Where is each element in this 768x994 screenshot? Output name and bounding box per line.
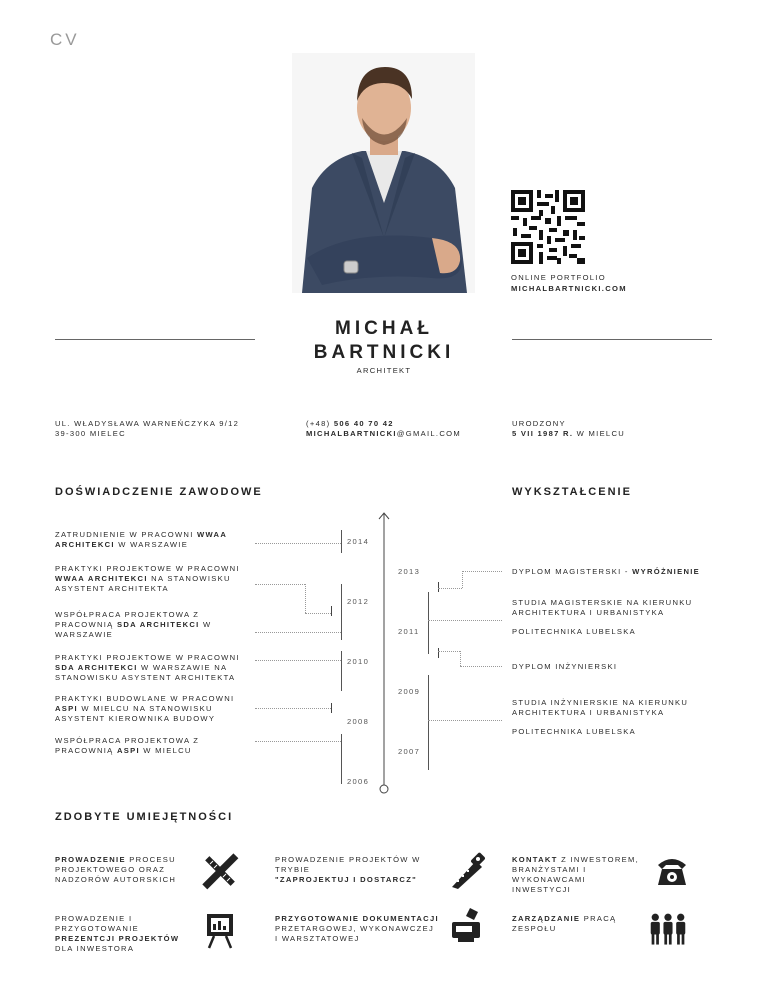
education-item-3: POLITECHNIKA LUBELSKA: [512, 627, 636, 636]
email[interactable]: MICHALBARTNICKI@GMAIL.COM: [306, 429, 461, 438]
exp-bar-2: [341, 584, 342, 640]
experience-item-1: ZATRUDNIENIE W PRACOWNI WWAA ARCHITEKCI W WARSZAWIE: [55, 530, 228, 549]
first-name: MICHAŁ: [335, 318, 433, 339]
saw-icon: [446, 851, 486, 891]
portfolio-label: ONLINE PORTFOLIO: [511, 273, 606, 282]
full-name: [284, 317, 484, 365]
timeline-axis: [376, 510, 392, 795]
divider-right: [512, 339, 712, 340]
contact: [306, 419, 461, 439]
section-education: WYKSZTAŁCENIE: [512, 486, 632, 498]
year-2012: 2012: [347, 597, 370, 606]
presentation-icon: [200, 910, 240, 950]
exp-bar-6: [341, 734, 342, 784]
education-item-6: POLITECHNIKA LUBELSKA: [512, 727, 636, 736]
tools-icon: [200, 851, 240, 891]
skill-3: KONTAKT Z INWESTOREM, BRANŻYSTAMI I WYKONAWCAMI INWESTYCJI: [512, 855, 639, 894]
cv-label: CV: [50, 30, 80, 49]
education-item-1: DYPLOM MAGISTERSKI - WYRÓŻNIENIE: [512, 567, 701, 576]
phone-number[interactable]: 506 40 70 42: [333, 419, 394, 428]
experience-item-3: WSPÓŁPRACA PROJEKTOWA Z PRACOWNIĄ SDA ARCHITEKCI W WARSZAWIE: [55, 610, 212, 639]
phone-icon: [652, 851, 692, 891]
year-2010: 2010: [347, 657, 370, 666]
skill-4: PROWADZENIE I PRZYGOTOWANIE PREZENTCJI PROJEKTÓW DLA INWESTORA: [55, 914, 180, 953]
portrait-photo: [292, 53, 475, 293]
edu-tick-2: [438, 648, 439, 658]
year-2009: 2009: [398, 687, 421, 696]
divider-left: [55, 339, 255, 340]
section-experience: DOŚWIADCZENIE ZAWODOWE: [55, 486, 263, 498]
year-2014: 2014: [347, 537, 370, 546]
address-line2: 39-300 MIELEC: [55, 429, 126, 438]
job-title: ARCHITEKT: [356, 366, 412, 375]
education-item-5: STUDIA INŻYNIERSKIE NA KIERUNKU ARCHITEKTURA I URBANISTYKA: [512, 698, 689, 717]
experience-item-6: WSPÓŁPRACA PROJEKTOWA Z PRACOWNIĄ ASPI W MIELCU: [55, 736, 200, 755]
skill-2: PROWADZENIE PROJEKTÓW W TRYBIE "ZAPROJEKTUJ I DOSTARCZ": [275, 855, 421, 884]
education-item-2: STUDIA MAGISTERSKIE NA KIERUNKU ARCHITEKTURA I URBANISTYKA: [512, 598, 693, 617]
address: [55, 419, 239, 439]
exp-bar-1: [341, 530, 342, 553]
birth-date: 5 VII 1987 R.: [512, 429, 574, 438]
education-item-4: DYPLOM INŻYNIERSKI: [512, 662, 618, 671]
exp-bar-4: [341, 651, 342, 691]
address-line1: UL. WŁADYSŁAWA WARNEŃCZYKA 9/12: [55, 419, 240, 428]
birth-place: W MIELCU: [576, 429, 626, 438]
phone-prefix: (+48): [306, 419, 331, 428]
year-2008: 2008: [347, 717, 370, 726]
year-2011: 2011: [398, 627, 420, 636]
edu-tick-1: [438, 582, 439, 592]
section-skills: ZDOBYTE UMIEJĘTNOŚCI: [55, 811, 234, 823]
skill-1: PROWADZENIE PROCESU PROJEKTOWEGO ORAZ NADZORÓW AUTORSKICH: [55, 855, 177, 884]
exp-tick-5: [331, 703, 332, 713]
experience-item-2: PRAKTYKI PROJEKTOWE W PRACOWNI WWAA ARCHITEKCI NA STANOWISKU ASYSTENT ARCHITEKTA: [55, 564, 240, 593]
experience-item-5: PRAKTYKI BUDOWLANE W PRACOWNI ASPI W MIELCU NA STANOWISKU ASYSTENT KIEROWNIKA BUDOWY: [55, 694, 235, 723]
last-name: BARTNICKI: [313, 342, 455, 363]
birth-info: [512, 419, 625, 439]
exp-tick-3: [331, 606, 332, 616]
experience-item-4: PRAKTYKI PROJEKTOWE W PRACOWNI SDA ARCHITEKCI W WARSZAWIE NA STANOWISKU ASYSTENT ARCHITEKTA: [55, 653, 240, 682]
portfolio-url[interactable]: MICHALBARTNICKI.COM: [511, 284, 627, 293]
team-icon: [648, 910, 688, 950]
year-2006: 2006: [347, 777, 370, 786]
skill-5: PRZYGOTOWANIE DOKUMENTACJI PRZETARGOWEJ, WYKONAWCZEJ I WARSZTATOWEJ: [275, 914, 439, 943]
skill-6: ZARZĄDZANIE PRACĄ ZESPOŁU: [512, 914, 617, 933]
edu-bar-2: [428, 675, 429, 770]
birth-label: URODZONY: [512, 419, 566, 428]
year-2013: 2013: [398, 567, 421, 576]
edu-bar-1: [428, 592, 429, 654]
printer-icon: [446, 906, 486, 946]
qr-code[interactable]: [511, 190, 585, 264]
year-2007: 2007: [398, 747, 421, 756]
